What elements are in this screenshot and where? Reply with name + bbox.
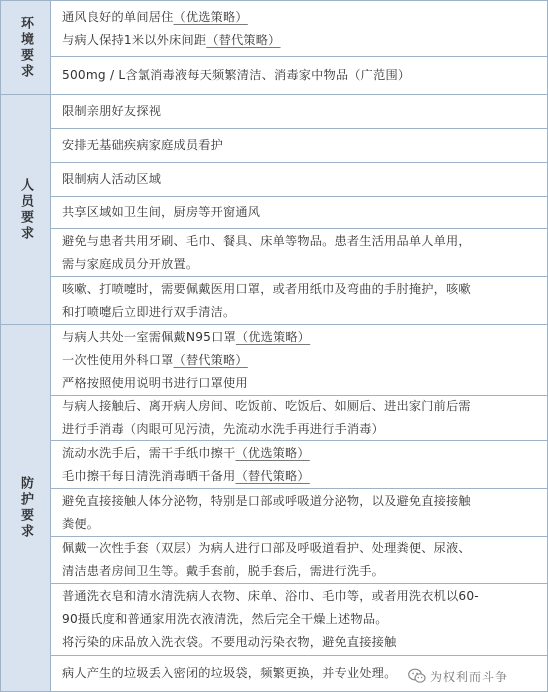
row-text: 安排无基础疾病家庭成员看护 bbox=[62, 138, 224, 152]
table-row bbox=[51, 129, 547, 162]
row-text: 普通洗衣皂和清水清洗病人衣物、床单、浴巾、毛巾等，或者用洗衣机以60- bbox=[62, 589, 479, 603]
row-text: 毛巾擦干每日清洗消毒晒干备用 bbox=[62, 468, 236, 483]
watermark bbox=[408, 666, 508, 686]
table-row bbox=[51, 197, 547, 228]
row-text: 避免直接接触人体分泌物，特别是口部或呼吸道分泌物，以及避免直接接触 bbox=[62, 493, 471, 508]
row-text: 严格按照使用说明书进行口罩使用 bbox=[62, 375, 248, 390]
preferred-strategy-tag: （优选策略） bbox=[173, 9, 248, 24]
row-divider bbox=[50, 162, 548, 163]
row-text: 与病人接触后、离开病人房间、吃饭前、吃饭后、如厕后、进出家门前后需 bbox=[62, 399, 471, 413]
row-divider bbox=[50, 196, 548, 197]
table-row bbox=[51, 229, 547, 276]
section-divider bbox=[0, 94, 548, 95]
row-text: 进行手消毒（肉眼可见污渍，先流动水洗手再进行手消毒） bbox=[62, 422, 385, 436]
table-row bbox=[51, 537, 547, 583]
row-text: 病人产生的垃圾丢入密闭的垃圾袋，频繁更换，并专业处理。 bbox=[62, 666, 397, 680]
wechat-icon bbox=[408, 668, 426, 684]
row-text: 500mg / L含氯消毒液每天频繁清洁、消毒家中物品（广范围） bbox=[62, 68, 411, 82]
row-text: 与病人保持1米以外床间距 bbox=[62, 32, 207, 47]
row-text: 咳嗽、打喷嚏时，需要佩戴医用口罩，或者用纸巾及弯曲的手肘掩护，咳嗽 bbox=[62, 281, 471, 296]
row-divider bbox=[50, 655, 548, 656]
section-divider bbox=[0, 324, 548, 325]
category-environment: 环境要求 bbox=[1, 1, 50, 94]
row-text: 与病人共处一室需佩戴N95口罩 bbox=[62, 329, 236, 344]
table-row bbox=[51, 396, 547, 440]
row-text: 限制亲朋好友探视 bbox=[62, 104, 162, 118]
row-divider bbox=[50, 276, 548, 277]
row-divider bbox=[50, 228, 548, 229]
row-text: 限制病人活动区域 bbox=[62, 172, 162, 186]
alternative-strategy-tag: （替代策略） bbox=[235, 468, 310, 483]
row-text: 需与家庭成员分开放置。 bbox=[62, 256, 199, 271]
row-text: 避免与患者共用牙刷、毛巾、餐具、床单等物品。患者生活用品单人单用， bbox=[62, 233, 471, 248]
alternative-strategy-tag: （替代策略） bbox=[173, 352, 248, 367]
row-divider bbox=[50, 536, 548, 537]
row-text: 通风良好的单间居住 bbox=[62, 9, 174, 24]
row-text: 共享区域如卫生间，厨房等开窗通风 bbox=[62, 205, 261, 219]
table-row bbox=[51, 163, 547, 196]
table-border-left bbox=[0, 0, 1, 692]
alternative-strategy-tag: （替代策略） bbox=[206, 32, 281, 47]
table-row bbox=[51, 489, 547, 536]
row-divider bbox=[50, 128, 548, 129]
table-row bbox=[51, 1, 547, 56]
row-text: 流动水洗手后，需干手纸巾擦干 bbox=[62, 445, 236, 460]
row-divider bbox=[50, 56, 548, 57]
table-row bbox=[51, 57, 547, 94]
preferred-strategy-tag: （优选策略） bbox=[235, 329, 311, 344]
table-row bbox=[51, 95, 547, 128]
watermark-text: 为权利而斗争 bbox=[430, 669, 509, 684]
table-row bbox=[51, 325, 547, 395]
row-divider bbox=[50, 488, 548, 489]
row-divider bbox=[50, 440, 548, 441]
column-divider bbox=[50, 0, 51, 692]
table-row bbox=[51, 441, 547, 488]
table-row bbox=[51, 584, 547, 655]
row-divider bbox=[50, 395, 548, 396]
table-border-top bbox=[0, 0, 548, 1]
category-personnel: 人员要求 bbox=[1, 95, 50, 324]
row-text: 90摄氏度和普通家用洗衣液清洗，然后完全干燥上述物品。 bbox=[62, 612, 388, 626]
row-text: 粪便。 bbox=[62, 516, 100, 531]
row-text: 清洁患者房间卫生等。戴手套前，脱手套后，需进行洗手。 bbox=[62, 564, 385, 578]
row-divider bbox=[50, 583, 548, 584]
row-text: 佩戴一次性手套（双层）为病人进行口部及呼吸道看护、处理粪便、尿液、 bbox=[62, 541, 471, 555]
row-text: 一次性使用外科口罩 bbox=[62, 352, 174, 367]
row-text: 和打喷嚏后立即进行双手清洁。 bbox=[62, 304, 236, 319]
row-text: 将污染的床品放入洗衣袋。不要甩动污染衣物，避免直接接触 bbox=[62, 635, 397, 649]
preferred-strategy-tag: （优选策略） bbox=[235, 445, 310, 460]
table-row bbox=[51, 277, 547, 324]
category-protection: 防护要求 bbox=[1, 325, 50, 691]
